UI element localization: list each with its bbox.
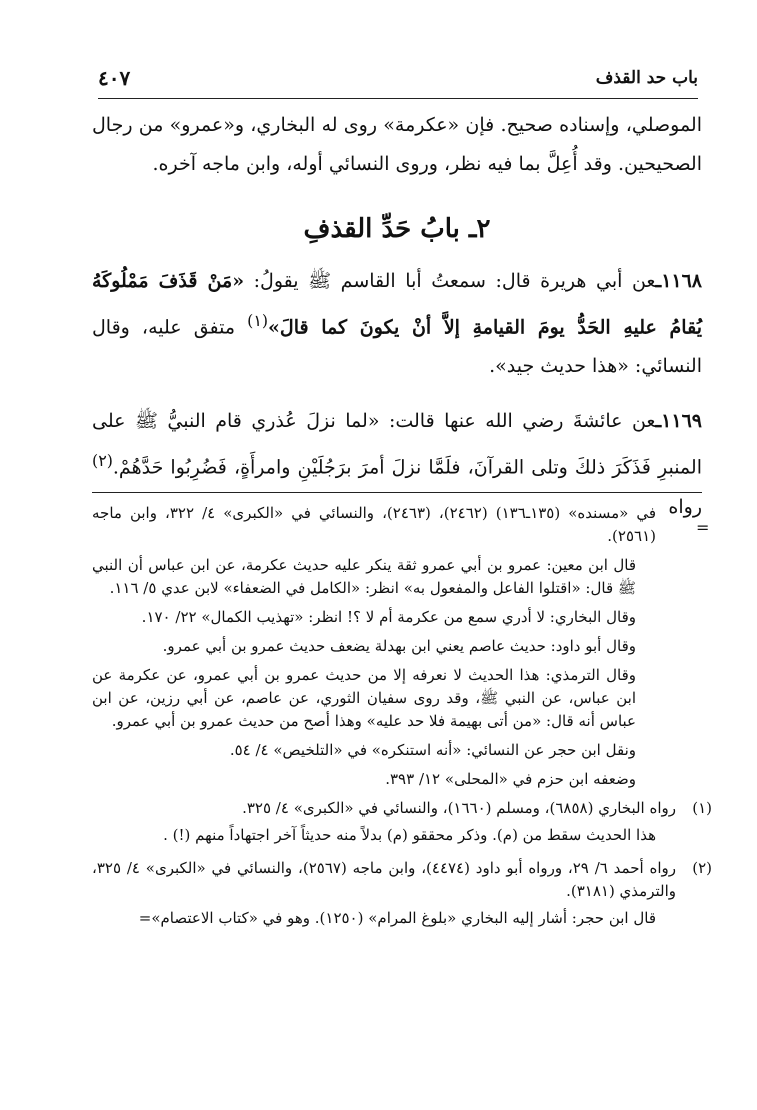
continuation-mark: = — [696, 518, 710, 537]
footnote-1-comment: هذا الحديث سقط من (م). وذكر محققو (م) بدلاً منه حديثاً آخر اجتهاداً منهم (!) . — [163, 826, 656, 844]
footnotes — [92, 502, 712, 940]
hadith-1168-number: ١١٦٨ـ — [655, 270, 703, 292]
footnote-1-mark: (١) — [692, 799, 712, 817]
footnote-continuation-line: ونقل ابن حجر عن النسائي: «أنه استنكره» في «التلخيص» ٤/ ٥٤. — [229, 741, 636, 759]
footnote-continuation-line: وقال الترمذي: هذا الحديث لا نعرفه إلا من حديث عمرو بن أبي عمرو، عن عكرمة عن ابن عباس، عن النبي ﷺ، وقد روى سفيان الثوري، عن عاصم، عن أبي رزين، عن ابن عباس أنه قال: «من أتى بهيمة فلا حد عليه» وهذا أصح من حديث عمرو بن أبي عمرو. — [92, 666, 636, 730]
hadith-1168-lead: عن أبي هريرة قال: سمعتُ أبا القاسم ﷺ يقولُ: — [244, 270, 656, 292]
footnote-2 — [92, 857, 712, 934]
footnote-continuation-line: وقال أبو داود: حديث عاصم يعني ابن بهدلة يضعف حديث عمرو بن أبي عمرو. — [162, 637, 636, 655]
hadith-1169-text: عن عائشةَ رضي الله عنها قالت: «لما نزلَ عُذري قام النبيُّ ﷺ على المنبرِ فَذَكَرَ ذلكَ وتلى القرآنَ، فلَمَّا نزلَ أمرَ برَجُلَيْنِ وامرأَةٍ، فَضُرِبُوا حَدَّهُمْ. — [92, 410, 702, 479]
footnote-2-mark: (٢) — [692, 859, 712, 877]
main-text — [92, 106, 702, 543]
footnote-continuation-line: وقال البخاري: لا أدري سمع من عكرمة أم لا ؟! انظر: «تهذيب الكمال» ٢٢/ ١٧٠. — [141, 608, 636, 626]
hadith-1169-tail: رواه — [668, 495, 702, 518]
footnote-continuation-line: في «مسنده» (١٣٥ـ١٣٦) (٢٤٦٢)، (٢٤٦٣)، والنسائي في «الكبرى» ٤/ ٣٢٢، وابن ماجه (٢٥٦١). — [92, 504, 656, 545]
footnote-1 — [92, 797, 712, 851]
footnote-ref-2: (٢) — [92, 451, 113, 471]
footnote-divider — [92, 492, 702, 493]
header-divider — [98, 98, 698, 99]
hadith-1168-quote: «مَنْ قَذَفَ مَمْلُوكَهُ يُقامُ عليهِ الحَدُّ يومَ القيامةِ إلاَّ أنْ يكونَ كما قالَ» — [92, 270, 702, 339]
footnote-2-comment: قال ابن حجر: أشار إليه البخاري «بلوغ المرام» (١٢٥٠). وهو في «كتاب الاعتصام»= — [138, 909, 656, 927]
footnote-ref-1: (١) — [247, 311, 269, 330]
footnote-continuation-line: قال ابن معين: عمرو بن أبي عمرو ثقة ينكر عليه حديث عكرمة، عن ابن عباس أن النبي ﷺ قال: «اقتلوا الفاعل والمفعول به» انظر: «الكامل في الضعفاء» لابن عدي ٥/ ١١٦. — [92, 556, 636, 597]
section-title: ٢ـ بابُ حَدِّ القذفِ — [303, 214, 491, 244]
hadith-1168 — [92, 262, 702, 386]
footnote-2-text: رواه أحمد ٦/ ٢٩، ورواه أبو داود (٤٤٧٤)، وابن ماجه (٢٥٦٧)، والنسائي في «الكبرى» ٤/ ٣٢٥، والترمذي (٣١٨١). — [92, 859, 676, 900]
hadith-1169-number: ١١٦٩ـ — [655, 410, 702, 433]
intro-paragraph: الموصلي، وإسناده صحيح. فإن «عكرمة» روى له البخاري، و«عمرو» من رجال الصحيحين. وقد أُعِلَّ بما فيه نظر، وروى النسائي أوله، وابن ماجه آخره. — [92, 114, 702, 175]
running-chapter-title: باب حد القذف — [595, 68, 698, 88]
footnote-continuation-line: وضعفه ابن حزم في «المحلى» ١٢/ ٣٩٣. — [385, 770, 636, 788]
page-number: ٤٠٧ — [98, 66, 131, 90]
footnote-1-text: رواه البخاري (٦٨٥٨)، ومسلم (١٦٦٠)، والنسائي في «الكبرى» ٤/ ٣٢٥. — [242, 799, 676, 817]
hadith-1168-tail: متفق عليه، وقال النسائي: «هذا حديث جيد». — [92, 316, 702, 378]
running-header — [98, 62, 698, 94]
